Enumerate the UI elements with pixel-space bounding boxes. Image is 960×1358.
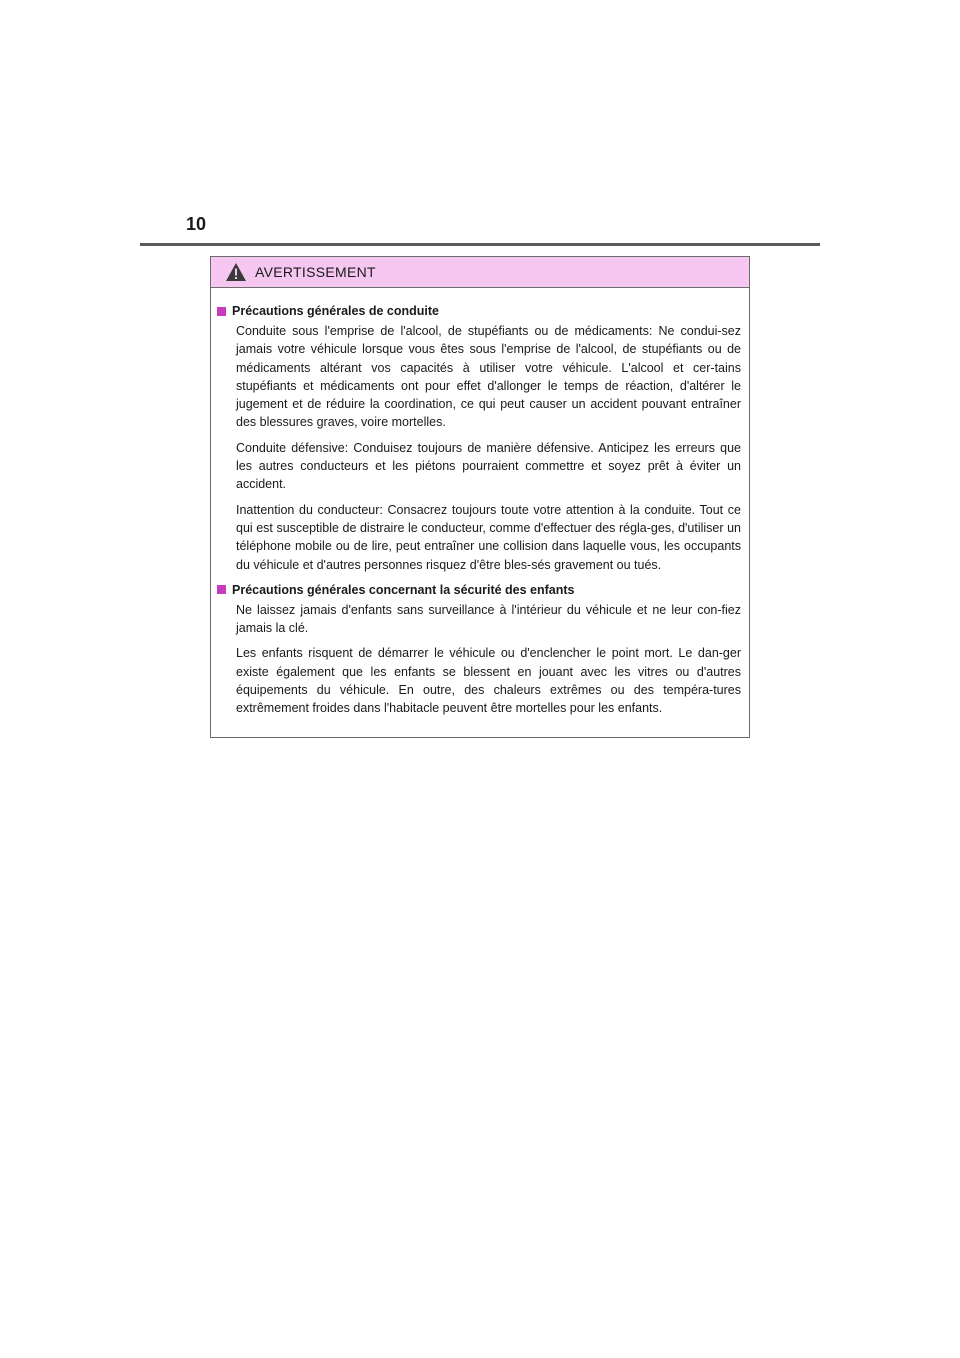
warning-header [211,257,749,288]
page-number: 10 [186,214,207,234]
paragraph: Conduite défensive: Conduisez toujours de manière défensive. Anticipez les erreurs que les autres conducteurs et les piétons pourraient commettre et soyez prêt à éviter un accident. [236,440,741,492]
square-bullet-icon [217,307,226,316]
section-heading [217,581,741,599]
section-heading [217,302,741,320]
header-rule [140,243,820,246]
warning-triangle-icon [225,262,247,282]
paragraph: Conduite sous l'emprise de l'alcool, de stupéfiants ou de médicaments: Ne condui-sez jamais votre véhicule lorsque vous êtes sous l'emprise de l'alcool, de stupéfiants ou de médicaments altérant vos capacités à utiliser votre véhicule. L'alcool et cer-tains stupéfiants et médicaments ont pour effet d'allonger le temps de réaction, d'altérer le jugement et de réduire la coordination, ce qui peut causer un accident pouvant entraîner des blessures graves, voire mortelles. [236,324,741,430]
warning-body [211,288,749,737]
section-heading-text: Précautions générales de conduite [232,304,440,318]
paragraph: Ne laissez jamais d'enfants sans surveillance à l'intérieur du véhicule et ne leur con-fiez jamais la clé. [236,602,741,636]
section-heading-text: Précautions générales concernant la sécurité des enfants [232,582,575,597]
warning-title: AVERTISSEMENT [255,264,376,280]
square-bullet-icon [217,585,226,594]
paragraph: Les enfants risquent de démarrer le véhicule ou d'enclencher le point mort. Le dan-ger existe également que les enfants se blessent en jouant avec les vitres ou d'autres équipements du véhicule. En outre, des chaleurs extrêmes ou des tempéra-tures extrêmement froides dans l'habitacle peuvent être mortelles pour les enfants. [236,646,741,716]
paragraph: Inattention du conducteur: Consacrez toujours toute votre attention à la conduite. Tout ce qui est susceptible de distraire le conducteur, comme d'effectuer des régla-ges, d'utiliser un téléphone mobile ou de lire, peut entraîner une collision dans laquelle vous, les occupants du véhicule et d'autres personnes risquez d'être bles-sés gravement ou tués. [236,502,741,572]
warning-box [210,256,750,738]
